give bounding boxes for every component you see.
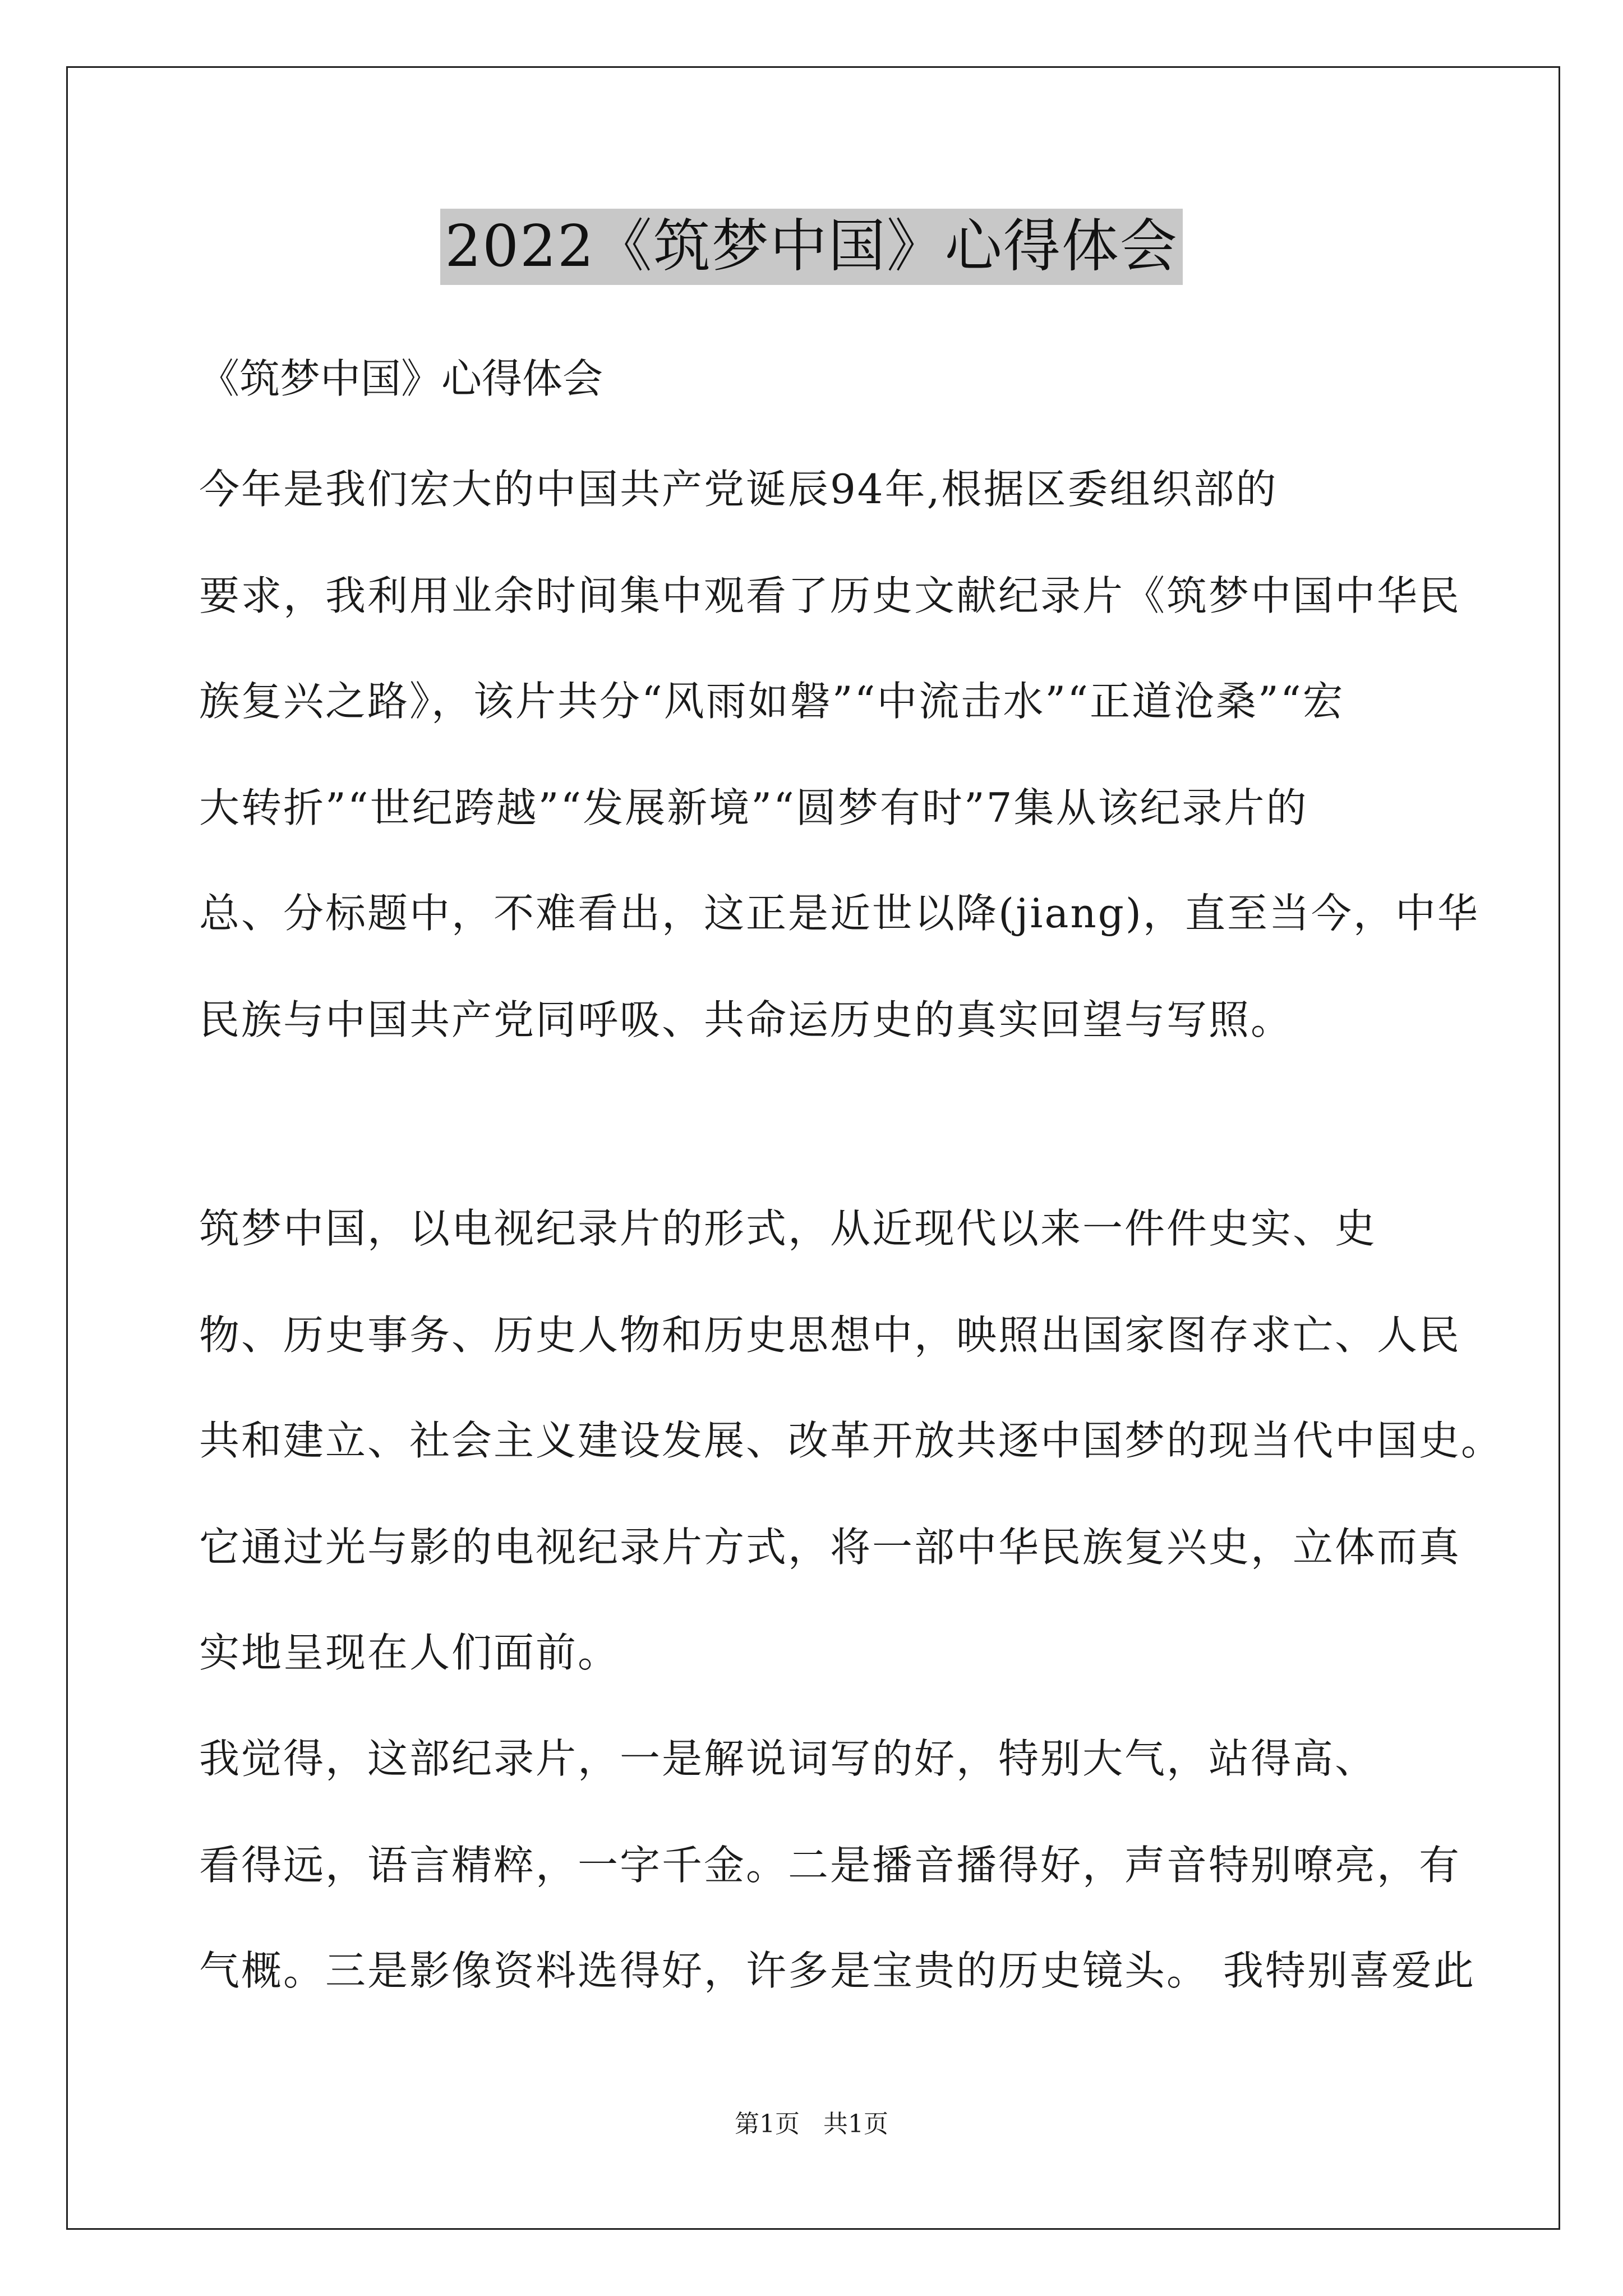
paragraph-line: 要求，我利用业余时间集中观看了历史文献纪录片《筑梦中国中华民	[199, 572, 1461, 619]
paragraph-line: 看得远，语言精粹，一字千金。二是播音播得好，声音特别嘹亮，有	[199, 1842, 1461, 1889]
paragraph-line: 今年是我们宏大的中国共产党诞辰94年,根据区委组织部的	[199, 466, 1278, 513]
paragraph-line: 总、分标题中，不难看出，这正是近世以降(jiang)，直至当今，中华	[199, 890, 1479, 937]
paragraph-line: 民族与中国共产党同呼吸、共命运历史的真实回望与写照。	[199, 996, 1293, 1043]
paragraph-line: 物、历史事务、历史人物和历史思想中，映照出国家图存求亡、人民	[199, 1312, 1461, 1359]
paragraph-line: 共和建立、社会主义建设发展、改革开放共逐中国梦的现当代中国史。	[199, 1417, 1504, 1464]
paragraph-line: 筑梦中国，以电视纪录片的形式，从近现代以来一件件史实、史	[199, 1205, 1377, 1252]
paragraph-line: 大转折”“世纪跨越”“发展新境”“圆梦有时”7集从该纪录片的	[199, 784, 1308, 831]
document-subtitle: 《筑梦中国》心得体会	[199, 355, 603, 402]
paragraph-line: 我觉得，这部纪录片，一是解说词写的好，特别大气，站得高、	[199, 1735, 1377, 1782]
page-footer: 第1页 共1页	[735, 2110, 888, 2138]
paragraph-line: 气概。三是影像资料选得好，许多是宝贵的历史镜头。 我特别喜爱此	[199, 1947, 1476, 1994]
paragraph-line: 族复兴之路》，该片共分“风雨如磐”“中流击水”“正道沧桑”“宏	[199, 678, 1345, 725]
title-container	[0, 209, 1623, 285]
document-title: 2022《筑梦中国》心得体会	[440, 209, 1183, 285]
paragraph-line: 它通过光与影的电视纪录片方式，将一部中华民族复兴史，立体而真	[199, 1524, 1461, 1571]
paragraph-line: 实地呈现在人们面前。	[199, 1629, 620, 1676]
